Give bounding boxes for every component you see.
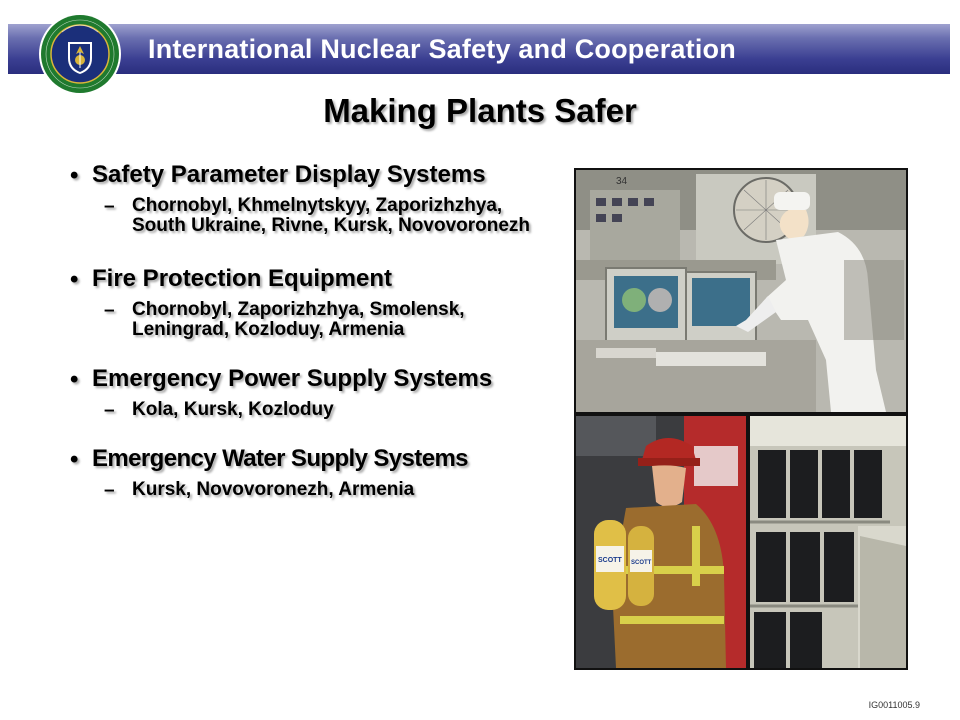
- header-banner: [8, 24, 950, 74]
- sub-detail: Kola, Kursk, Kozloduy: [132, 399, 334, 420]
- sub-row: [64, 480, 544, 500]
- sub-detail: Kursk, Novovoronezh, Armenia: [132, 479, 415, 500]
- sub-row: [64, 196, 544, 236]
- sub-detail: Chornobyl, Khmelnytskyy, Zaporizhzhya, South Ukraine, Rivne, Kursk, Novovoronezh: [132, 195, 531, 236]
- battery-room-photo: [750, 416, 906, 668]
- control-room-photo: [576, 170, 906, 412]
- air-tank-label: SCOTT: [631, 560, 652, 566]
- bullet-row: [64, 446, 544, 472]
- list-item: [64, 162, 544, 236]
- bullet-heading: Fire Protection Equipment: [92, 265, 393, 292]
- list-item: [64, 266, 544, 340]
- dash-icon: –: [104, 300, 115, 321]
- bullet-row: [64, 366, 544, 392]
- doe-seal-logo: [38, 12, 122, 96]
- sub-detail: Chornobyl, Zaporizhzhya, Smolensk, Leningrad, Kozloduy, Armenia: [132, 299, 465, 340]
- sub-row: [64, 400, 544, 420]
- slide-code: IG0011005.9: [868, 700, 920, 710]
- bullet-row: [64, 266, 544, 292]
- bullet-icon: •: [70, 162, 79, 189]
- firefighter-photo: [576, 416, 746, 668]
- bullet-icon: •: [70, 266, 79, 293]
- bullet-heading: Emergency Water Supply Systems: [92, 445, 468, 472]
- dash-icon: –: [104, 196, 115, 217]
- bullet-list: [64, 162, 544, 526]
- bullet-heading: Emergency Power Supply Systems: [92, 365, 493, 392]
- bullet-icon: •: [70, 366, 79, 393]
- list-item: [64, 366, 544, 420]
- dash-icon: –: [104, 400, 115, 421]
- bullet-heading: Safety Parameter Display Systems: [92, 161, 486, 188]
- bullet-icon: •: [70, 446, 79, 473]
- list-item: [64, 446, 544, 500]
- air-tank-label: SCOTT: [598, 557, 622, 564]
- sub-row: [64, 300, 544, 340]
- header-title: International Nuclear Safety and Cooperation: [148, 34, 736, 64]
- slide-title: Making Plants Safer: [323, 92, 637, 129]
- dash-icon: –: [104, 480, 115, 501]
- control-room-numbers: 34: [616, 176, 628, 187]
- photo-collage: [574, 168, 908, 670]
- bullet-row: [64, 162, 544, 188]
